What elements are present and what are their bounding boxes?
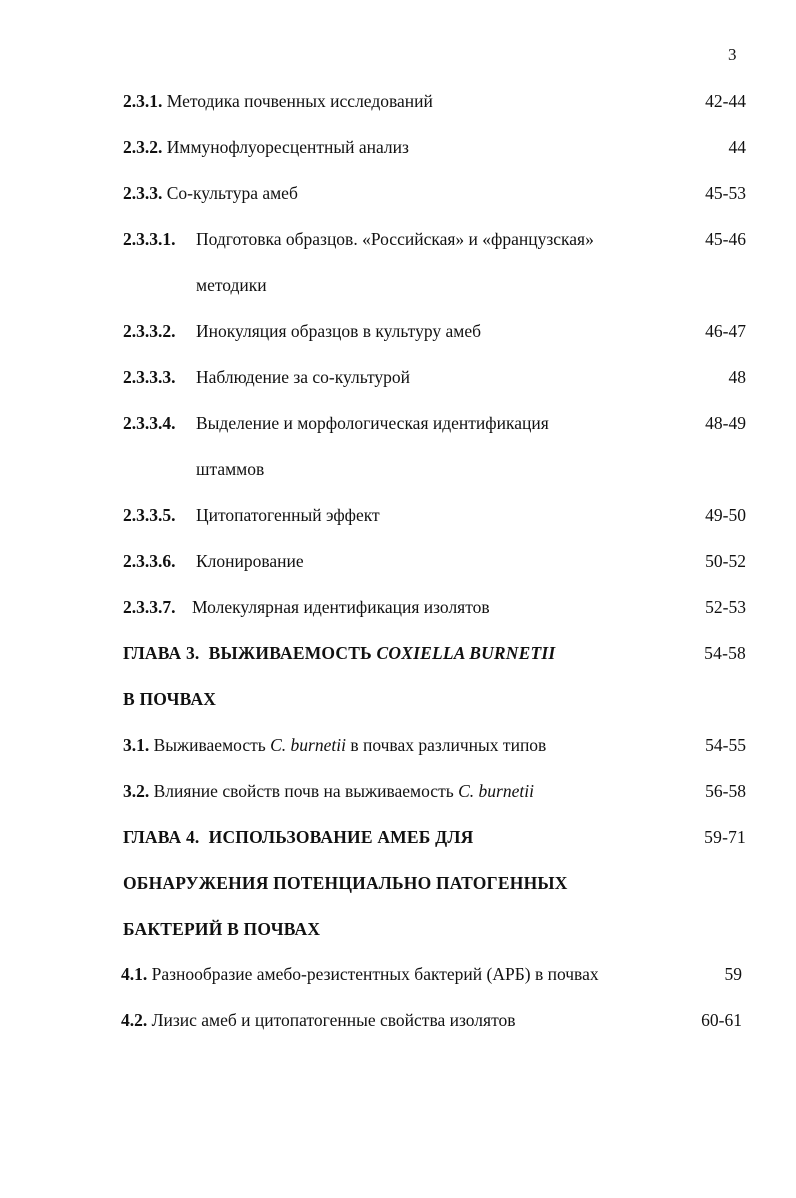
toc-entry-pages: 56-58: [705, 781, 746, 801]
toc-entry: [0, 549, 796, 573]
toc-entry-pages: 46-47: [705, 321, 746, 341]
chapter-title-italic: COXIELLA BURNETII: [376, 643, 556, 663]
toc-entry: [0, 319, 796, 343]
toc-entry-title: Клонирование: [196, 551, 304, 571]
toc-entry-label: [123, 89, 433, 113]
toc-chapter-continuation: [0, 687, 796, 711]
page-number: 3: [728, 45, 737, 64]
toc-entry-label: [123, 135, 409, 159]
toc-entry-number: 2.3.3.2.: [123, 321, 176, 341]
toc-entry: [0, 503, 796, 527]
toc-entry: [0, 595, 796, 619]
toc-entry: [0, 89, 796, 113]
toc-entry: [0, 733, 796, 757]
toc-entry-title: Лизис амеб и цитопатогенные свойства изолятов: [151, 1010, 516, 1030]
toc-entry-title-cont: методики: [196, 275, 267, 295]
toc-entry-pages: 45-53: [705, 183, 746, 203]
chapter-title: ИСПОЛЬЗОВАНИЕ АМЕБ ДЛЯ: [208, 827, 474, 847]
toc-entry-pages: 42-44: [705, 91, 746, 111]
toc-entry-pages: 54-55: [705, 735, 746, 755]
toc-entry-number: 2.3.3.4.: [123, 413, 176, 433]
toc-entry-pages: 48-49: [705, 413, 746, 433]
chapter-label: ГЛАВА 4.: [123, 827, 200, 847]
chapter-heading: [123, 825, 473, 849]
toc-entry: [0, 365, 796, 389]
toc-entry-continuation: [0, 457, 796, 481]
toc-entry-label: [121, 1008, 516, 1032]
toc-entry: [0, 135, 796, 159]
toc-entry-pages: 54-58: [704, 643, 746, 663]
toc-entry-title-cont: штаммов: [196, 459, 265, 479]
toc-entry-pages: 52-53: [705, 597, 746, 617]
toc-entry-number: 2.3.3.6.: [123, 551, 176, 571]
chapter-title: ВЫЖИВАЕМОСТЬ: [208, 643, 372, 663]
toc-entry-title-after: в почвах различных типов: [350, 735, 547, 755]
toc-entry-title: Молекулярная идентификация изолятов: [192, 597, 490, 617]
toc-entry: [0, 779, 796, 803]
toc-entry-title: Выживаемость: [153, 735, 266, 755]
toc-entry: [0, 962, 796, 986]
toc-entry-title: Разнообразие амебо-резистентных бактерий (АРБ) в почвах: [151, 964, 599, 984]
toc-chapter-continuation: [0, 917, 796, 941]
toc-entry: [0, 227, 796, 251]
toc-entry-title: Влияние свойств почв на выживаемость: [153, 781, 454, 801]
toc-entry: [0, 411, 796, 435]
toc-entry-label: [123, 733, 546, 757]
toc-entry-number: 4.2.: [121, 1010, 148, 1030]
chapter-title-cont: В ПОЧВАХ: [123, 689, 217, 709]
toc-entry-title: Методика почвенных исследований: [166, 91, 433, 111]
toc-entry-number: 3.2.: [123, 781, 150, 801]
toc-entry-title: Подготовка образцов. «Российская» и «французская»: [196, 229, 594, 249]
toc-entry-title: Цитопатогенный эффект: [196, 505, 380, 525]
toc-entry: [0, 181, 796, 205]
toc-entry-title: Иммунофлуоресцентный анализ: [166, 137, 409, 157]
toc-chapter: [0, 825, 796, 849]
toc-entry-continuation: [0, 273, 796, 297]
toc-chapter: [0, 641, 796, 665]
toc-entry-number: 2.3.3.1.: [123, 229, 176, 249]
toc-entry-number: 2.3.2.: [123, 137, 163, 157]
toc-entry-label: [123, 779, 534, 803]
toc-entry-title: Выделение и морфологическая идентификация: [196, 413, 549, 433]
toc-entry-pages: 44: [728, 137, 746, 157]
toc-entry-label: [121, 962, 599, 986]
toc-entry-number: 2.3.3.3.: [123, 367, 176, 387]
chapter-title-cont: БАКТЕРИЙ В ПОЧВАХ: [123, 919, 321, 939]
toc-entry-number: 2.3.3.: [123, 183, 163, 203]
chapter-title-cont: ОБНАРУЖЕНИЯ ПОТЕНЦИАЛЬНО ПАТОГЕННЫХ: [123, 873, 568, 893]
toc-entry-label: [123, 181, 298, 205]
toc-entry-pages: 60-61: [701, 1010, 742, 1030]
chapter-label: ГЛАВА 3.: [123, 643, 200, 663]
toc-entry-pages: 48: [728, 367, 746, 387]
toc-entry-number: 2.3.1.: [123, 91, 163, 111]
toc-entry-pages: 50-52: [705, 551, 746, 571]
toc-entry-number: 3.1.: [123, 735, 150, 755]
toc-entry-italic: C. burnetii: [270, 735, 346, 755]
toc-entry-pages: 45-46: [705, 229, 746, 249]
toc-entry-title: Инокуляция образцов в культуру амеб: [196, 321, 482, 341]
toc-entry-title: Со-культура амеб: [166, 183, 298, 203]
toc-chapter-continuation: [0, 871, 796, 895]
toc-entry-pages: 59: [724, 964, 742, 984]
toc-entry: [0, 1008, 796, 1032]
toc-entry-number: 4.1.: [121, 964, 148, 984]
toc-entry-italic: C. burnetii: [458, 781, 534, 801]
toc-entry-pages: 49-50: [705, 505, 746, 525]
toc-entry-number: 2.3.3.5.: [123, 505, 176, 525]
toc-entry-pages: 59-71: [704, 827, 746, 847]
chapter-heading: [123, 641, 555, 665]
toc-entry-number: 2.3.3.7.: [123, 597, 176, 617]
toc-entry-title: Наблюдение за со-культурой: [196, 367, 411, 387]
